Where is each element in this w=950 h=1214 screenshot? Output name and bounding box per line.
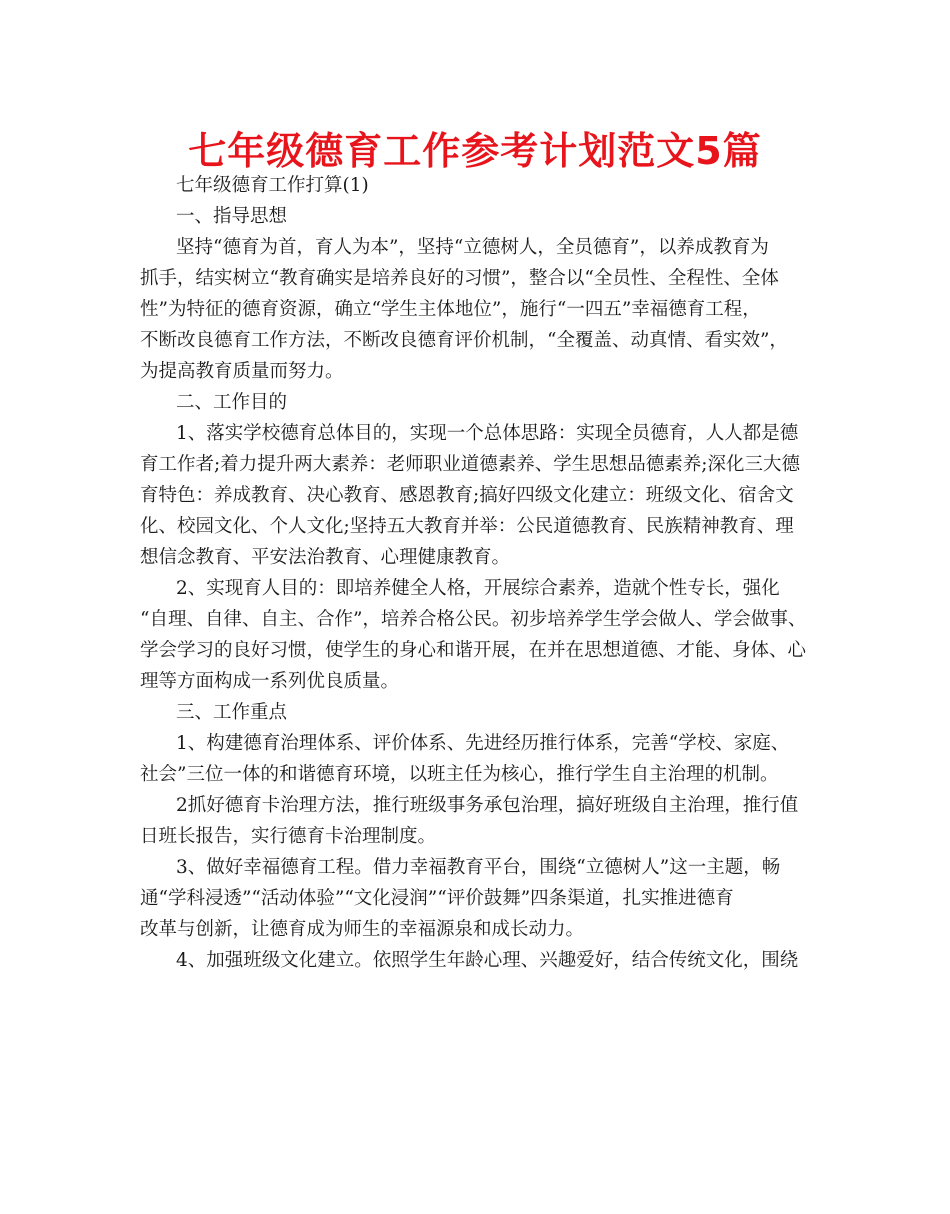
text-line: 育特色：养成教育、决心教育、感恩教育;搞好四级文化建立：班级文化、宿舍文 — [140, 485, 794, 506]
text-line: 日班长报告，实行德育卡治理制度。 — [140, 826, 437, 847]
text-line: 性”为特征的德育资源，确立“学生主体地位”，施行“一四五”幸福德育工程， — [140, 299, 761, 320]
text-line: 1、构建德育治理体系、评价体系、先进经历推行体系，完善“学校、家庭、 — [176, 733, 790, 754]
text-line: 一、指导思想 — [176, 206, 288, 227]
text-line: 化、校园文化、个人文化;坚持五大教育并举：公民道德教育、民族精神教育、理 — [140, 516, 794, 537]
text-line: 改革与创新，让德育成为师生的幸福源泉和成长动力。 — [140, 919, 585, 940]
text-line: 三、工作重点 — [176, 702, 288, 723]
text-line: 抓手，结实树立“教育确实是培养良好的习惯”，整合以“全员性、全程性、全体 — [140, 268, 779, 289]
text-line: 理等方面构成一系列优良质量。 — [140, 671, 400, 692]
text-line: 坚持“德育为首，育人为本”，坚持“立德树人，全员德育”，以养成教育为 — [176, 237, 769, 258]
text-line: 不断改良德育工作方法，不断改良德育评价机制，“全覆盖、动真情、看实效”， — [140, 330, 788, 351]
text-line: 社会”三位一体的和谐德育环境，以班主任为核心，推行学生自主治理的机制。 — [140, 764, 779, 785]
text-line: 通“学科浸透”“活动体验”“文化浸润”“评价鼓舞”四条渠道，扎实推进德育 — [140, 888, 734, 909]
text-line: 4、加强班级文化建立。依照学生年龄心理、兴趣爱好，结合传统文化，围绕 — [176, 950, 799, 971]
text-line: 3、做好幸福德育工程。借力幸福教育平台，围绕“立德树人”这一主题，畅 — [176, 857, 781, 878]
text-line: 七年级德育工作打算(1) — [176, 175, 369, 196]
text-line: 二、工作目的 — [176, 392, 288, 413]
text-line: 想信念教育、平安法治教育、心理健康教育。 — [140, 547, 511, 568]
text-line: 学会学习的良好习惯，使学生的身心和谐开展，在并在思想道德、才能、身体、心 — [140, 640, 807, 661]
text-line: 2抓好德育卡治理方法，推行班级事务承包治理，搞好班级自主治理，推行值 — [176, 795, 799, 816]
text-line: “自理、自律、自主、合作”，培养合格公民。初步培养学生学会做人、学会做事、 — [140, 609, 807, 630]
text-line: 为提高教育质量而努力。 — [140, 361, 344, 382]
text-line: 2、实现育人目的：即培养健全人格，开展综合素养，造就个性专长，强化 — [176, 578, 780, 599]
text-line: 育工作者;着力提升两大素养：老师职业道德素养、学生思想品德素养;深化三大德 — [140, 454, 800, 475]
document-title: 七年级德育工作参考计划范文5篇 — [188, 129, 762, 173]
document-body — [140, 170, 820, 976]
text-line: 1、落实学校德育总体目的，实现一个总体思路：实现全员德育，人人都是德 — [176, 423, 799, 444]
